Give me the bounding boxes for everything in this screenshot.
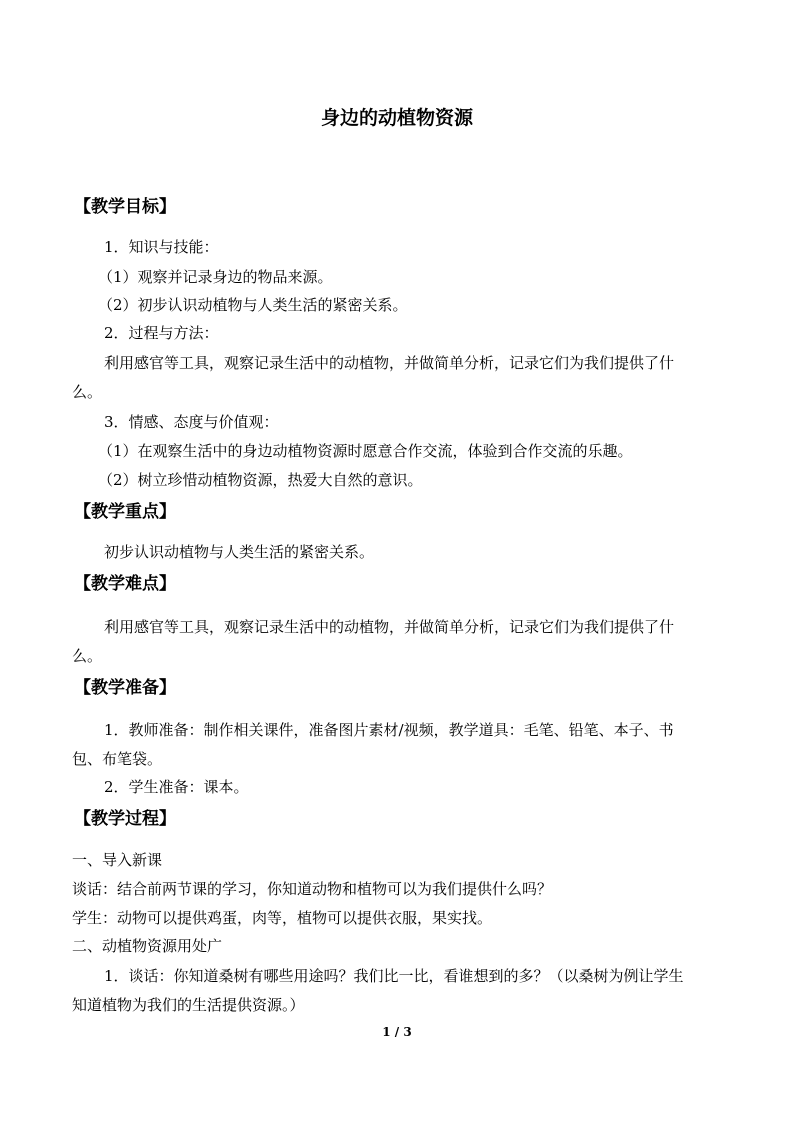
- process-heading: 【教学过程】: [74, 809, 176, 829]
- objectives-line: （2）初步认识动植物与人类生活的紧密关系。: [98, 296, 408, 314]
- objectives-line: 利用感官等工具，观察记录生活中的动植物，并做简单分析，记录它们为我们提供了什: [104, 354, 675, 372]
- page-number: 1 / 3: [382, 1025, 412, 1039]
- process-section-title: 一、导入新课: [72, 851, 163, 869]
- objectives-line: （2）树立珍惜动植物资源，热爱大自然的意识。: [98, 471, 423, 489]
- objectives-line: 1．知识与技能：: [104, 238, 219, 256]
- preparation-line: 包、布笔袋。: [72, 750, 163, 768]
- process-line: 学生：动物可以提供鸡蛋，肉等，植物可以提供衣服，果实找。: [72, 909, 493, 927]
- preparation-line: 1．教师准备：制作相关课件，准备图片素材/视频，教学道具：毛笔、铅笔、本子、书: [104, 721, 674, 739]
- process-line: 1．谈话：你知道桑树有哪些用途吗？我们比一比，看谁想到的多？（以桑树为例让学生: [104, 967, 684, 985]
- objectives-line: （1）在观察生活中的身边动植物资源时愿意合作交流，体验到合作交流的乐趣。: [98, 442, 633, 460]
- difficulties-line: 么。: [72, 647, 103, 665]
- process-line: 知道植物为我们的生活提供资源。）: [72, 996, 305, 1014]
- difficulties-line: 利用感官等工具，观察记录生活中的动植物，并做简单分析，记录它们为我们提供了什: [104, 618, 675, 636]
- difficulties-heading: 【教学难点】: [74, 574, 176, 594]
- process-line: 谈话：结合前两节课的学习，你知道动物和植物可以为我们提供什么吗？: [72, 880, 553, 898]
- objectives-line: （1）观察并记录身边的物品来源。: [98, 268, 333, 286]
- objectives-line: 2．过程与方法：: [104, 324, 219, 342]
- preparation-heading: 【教学准备】: [74, 678, 176, 698]
- key-points-line: 初步认识动植物与人类生活的紧密关系。: [104, 543, 375, 561]
- objectives-heading: 【教学目标】: [74, 197, 176, 217]
- key-points-heading: 【教学重点】: [74, 502, 176, 522]
- process-section-title: 二、动植物资源用处广: [72, 937, 223, 955]
- preparation-line: 2．学生准备：课本。: [104, 778, 249, 796]
- document-title: 身边的动植物资源: [320, 107, 473, 129]
- objectives-line: 么。: [72, 383, 103, 401]
- objectives-line: 3．情感、态度与价值观：: [104, 413, 279, 431]
